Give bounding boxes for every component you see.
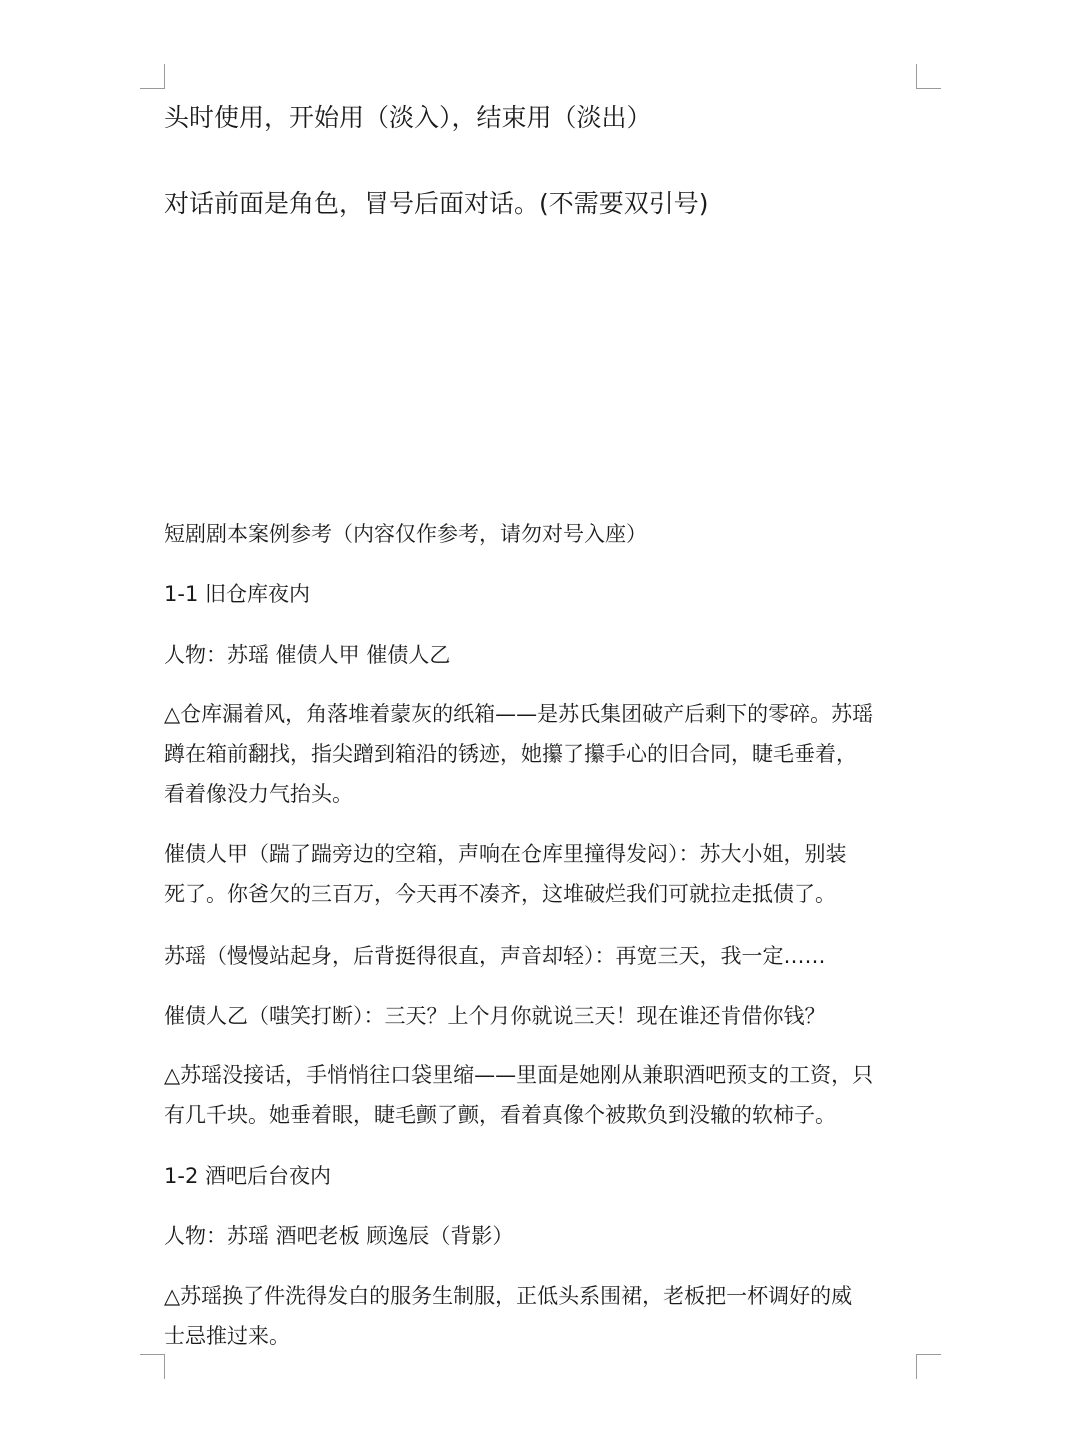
scene-1-action-2 (164, 1055, 920, 1135)
text-line: 有几千块。她垂着眼，睫毛颤了颤，看着真像个被欺负到没辙的软柿子。 (164, 1103, 836, 1127)
scene-2-title: 1-2 酒吧后台夜内 (164, 1164, 331, 1188)
text-line: 士忌推过来。 (164, 1324, 290, 1348)
scene-2-characters: 人物：苏瑶 酒吧老板 顾逸辰（背影） (164, 1224, 514, 1248)
scene-2-action-1 (164, 1276, 920, 1356)
crop-mark-bottom-right (916, 1354, 941, 1379)
text-line: 死了。你爸欠的三百万，今天再不凑齐，这堆破烂我们可就拉走抵债了。 (164, 882, 836, 906)
intro-line-2: 对话前面是角色，冒号后面对话。(不需要双引号) (164, 189, 709, 218)
text-line: 催债人甲（踹了踹旁边的空箱，声响在仓库里撞得发闷）：苏大小姐，别装 (164, 842, 847, 866)
text-line: △仓库漏着风，角落堆着蒙灰的纸箱——是苏氏集团破产后剩下的零碎。苏瑶 (164, 702, 874, 726)
scene-1-characters: 人物：苏瑶 催债人甲 催债人乙 (164, 643, 451, 667)
text-line: △苏瑶换了件洗得发白的服务生制服，正低头系围裙，老板把一杯调好的威 (164, 1284, 853, 1308)
page-heading: 短剧剧本案例参考（内容仅作参考，请勿对号入座） (164, 522, 647, 546)
scene-1-dialogue-3: 催债人乙（嗤笑打断）：三天？上个月你就说三天！现在谁还肯借你钱？ (164, 1004, 826, 1028)
scene-1-dialogue-1 (164, 834, 920, 914)
text-line: 看着像没力气抬头。 (164, 782, 353, 806)
scene-1-dialogue-2: 苏瑶（慢慢站起身，后背挺得很直，声音却轻）：再宽三天，我一定…… (164, 944, 826, 968)
crop-mark-top-right (916, 64, 941, 89)
intro-line-1: 头时使用，开始用（淡入），结束用（淡出） (164, 103, 652, 132)
text-line: 蹲在箱前翻找，指尖蹭到箱沿的锈迹，她攥了攥手心的旧合同，睫毛垂着， (164, 742, 857, 766)
text-line: △苏瑶没接话，手悄悄往口袋里缩——里面是她刚从兼职酒吧预支的工资，只 (164, 1063, 874, 1087)
scene-1-title: 1-1 旧仓库夜内 (164, 582, 310, 606)
crop-mark-top-left (140, 64, 165, 89)
scene-1-action-1 (164, 694, 920, 814)
crop-mark-bottom-left (140, 1354, 165, 1379)
